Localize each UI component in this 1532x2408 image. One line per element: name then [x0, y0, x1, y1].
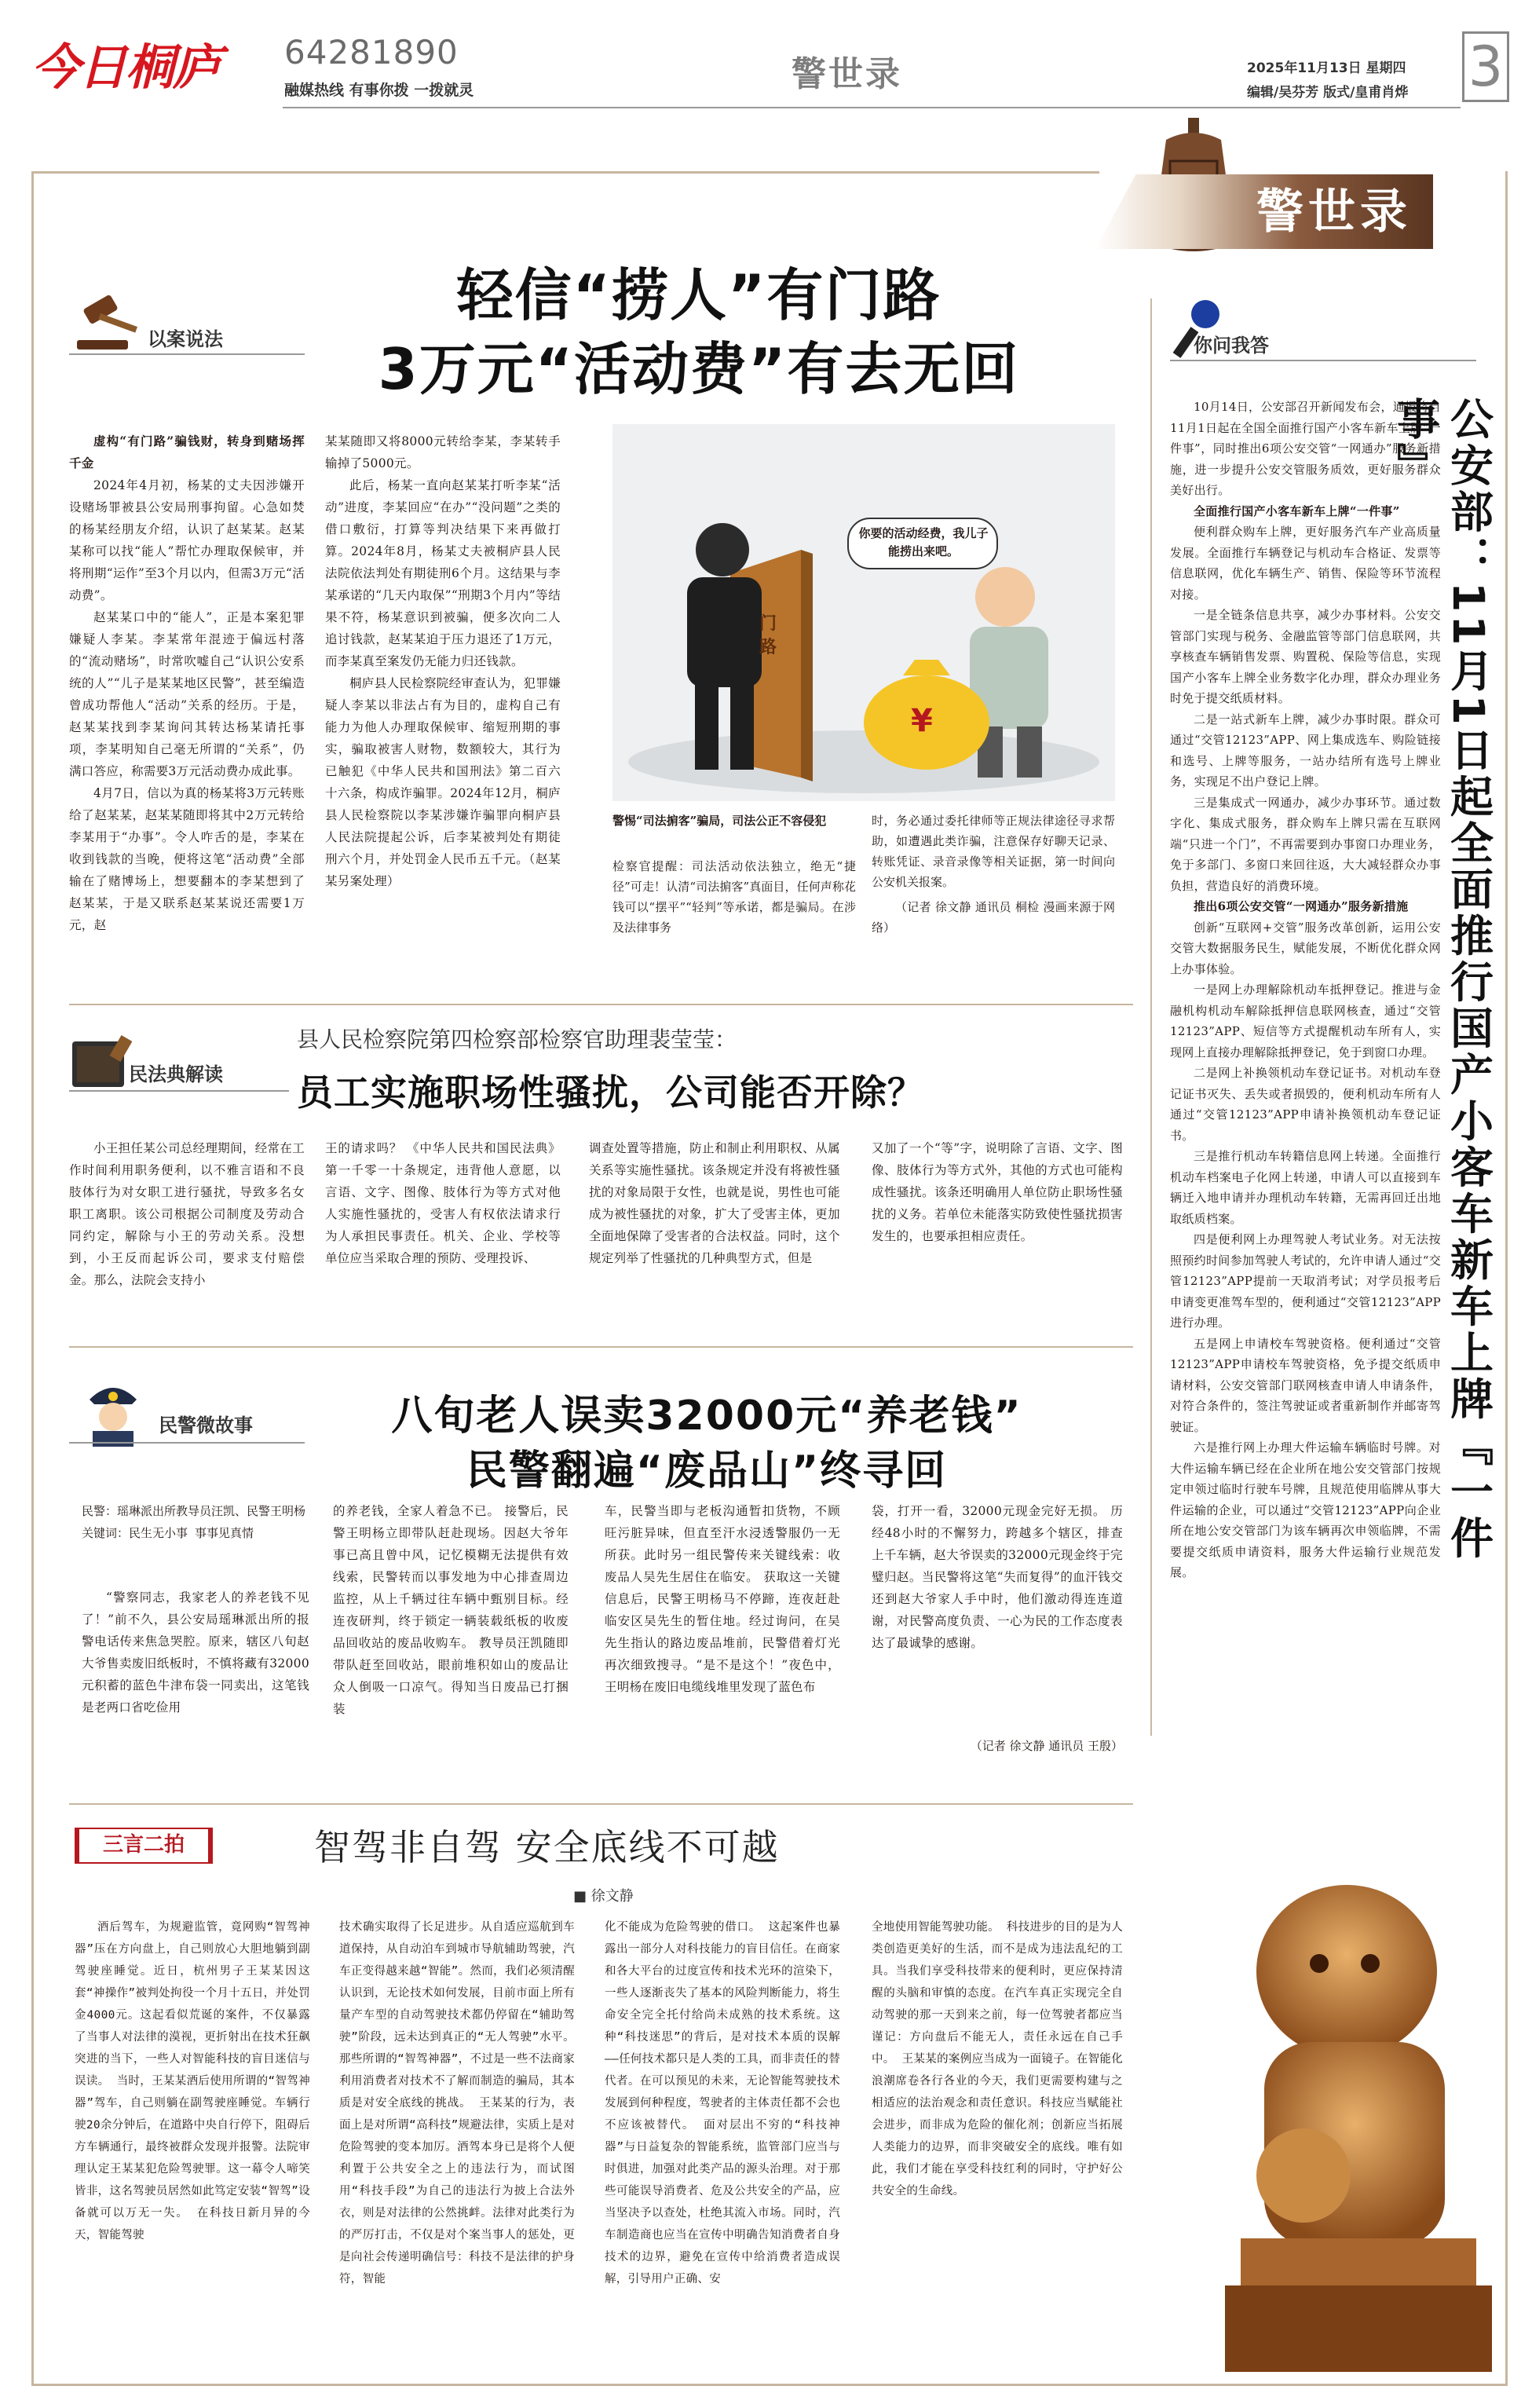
police-byline: （记者 徐文静 通讯员 王殷） — [970, 1739, 1123, 1753]
hotline-number: 64281890 — [284, 33, 459, 71]
opinion-author: ■ 徐文静 — [573, 1888, 634, 1905]
comic-caption-text-2: 时，务必通过委托律师等正规法律途径寻求帮助，如遭遇此类诈骗，注意保存好聊天记录、转账凭证、录音录像等相关证据，第一时间向公安机关报案。 — [872, 814, 1115, 889]
comic-illustration — [612, 424, 1115, 801]
civil-column-1: 小王担任某公司总经理期间，经常在工作时间利用职务便利，以不雅言语和不良肢体行为对女职工进行骚扰，导致多名女职工离职。该公司根据公司制度及劳动合同约定，解除与小王的劳动关系。没想到，小王反而起诉公司，要求支付赔偿金。那么，法院会支持小 — [69, 1141, 305, 1287]
paragraph: 2024年4月初，杨某的丈夫因涉嫌开设赌场罪被县公安局刑事拘留。心急如焚的杨某经朋友介绍，认识了赵某某。赵某某称可以找“能人”帮忙办理取保候审，并将刑期“运作”至3个月以内，但需3万元“活动费”。 — [69, 478, 305, 602]
police-meta-keywords: 关键词：民生无小事 事事见真情 — [82, 1526, 254, 1540]
paragraph: 某某随即又将8000元转给李某，李某转手输掉了5000元。 — [325, 434, 561, 470]
paragraph: 便利群众购车上牌，更好服务汽车产业高质量发展。全面推行车辆登记与机动车合格证、发票等信息联网，优化车辆生产、销售、保险等环节流程对接。 — [1170, 525, 1441, 602]
column-name: 警世录 — [792, 54, 902, 94]
paragraph: 五是网上申请校车驾驶资格。便利通过“交管12123”APP申请校车驾驶资格，免予提交纸质申请材料，公安交管部门联网核查申请人申请条件，对符合条件的，签注驾驶证或者重新制作并邮寄驾驶证。 — [1170, 1336, 1441, 1434]
comic-caption-text: 检察官提醒：司法活动依法独立，绝无“捷径”可走！认清“司法掮客”真面目，任何声称花钱可以“摆平”“轻判”等承诺，都是骗局。在涉及法律事务 — [612, 859, 856, 935]
civil-section-rule — [69, 1004, 1133, 1005]
paragraph: 一是全链条信息共享，减少办事材料。公安交管部门实现与税务、金融监管等部门信息联网，共享核查车辆销售发票、购置税、保险等信息，实现国产小客车上牌全业务数字化办理，群众办理业务时免于提交纸质材料。 — [1170, 608, 1441, 705]
banner-top-line — [31, 171, 1099, 174]
page-number: 3 — [1462, 31, 1509, 102]
tag-underline-qa — [1170, 360, 1476, 361]
opinion-column-3: 化不能成为危险驾驶的借口。 这起案件也暴露出一部分人对科技能力的盲目信任。在商家和各大平台的过度宣传和技术光环的渲染下，一些人逐渐丧失了基本的风险判断能力，将生命安全完全托付给尚未成熟的技术系统。这种“科技迷思”的背后，是对技术本质的误解——任何技术都只是人类的工具，而非责任的替代者。在可以预见的未来，无论智能驾驶技术发展到何种程度，驾驶者的主体责任都不会也不应该被替代。 面对层出不穷的“科技神器”与日益复杂的智能系统，监管部门应当与时俱进，加强对此类产品的源头治理。对于那些可能误导消费者、危及公共安全的产品，应当坚决予以查处，杜绝其流入市场。同时，汽车制造商也应当在宣传中明确告知消费者自身技术的边界，避免在宣传中给消费者造成误解，引导用户正确、安 — [605, 1921, 840, 2285]
paragraph: 创新“互联网+交管”服务改革创新，运用公安交管大数据服务民生，赋能发展，不断优化群众网上办事体验。 — [1170, 920, 1441, 976]
police-officer-icon — [82, 1376, 144, 1447]
qa-body — [1170, 397, 1441, 1956]
qa-vertical-headline: 公安部：11月1日起全面推行国产小客车新车上牌『一件事』 — [1390, 397, 1494, 1562]
law-book-icon — [69, 1035, 132, 1094]
police-meta — [82, 1500, 309, 1544]
paragraph: 六是推行网上办理大件运输车辆临时号牌。对大件运输车辆已经在企业所在地公安交管部门按规定申领过临时行驶车号牌，且规范使用临牌从事大件运输的企业，可以通过“交管12123”APP向企业所在地公安交管部门为该车辆再次申领临牌，不需要提交纸质申请资料，服务大件运输行业规范发展。 — [1170, 1440, 1441, 1579]
paragraph: 4月7日，信以为真的杨某将3万元转账给了赵某某，赵某某随即将其中2万元转给李某用于“办事”。令人咋舌的是，李某在收到钱款的当晚，便将这笔“活动费”全部输在了赌博场上，想要翻本的李某想到了赵某某，于是又联系赵某某说还需要1万元，赵 — [69, 786, 305, 932]
banner-title: 警世录 — [1256, 185, 1412, 240]
subheading: 推出6项公安交管“一网通办”服务新措施 — [1194, 899, 1409, 913]
police-headline-2: 民警翻遍“废品山”终寻回 — [466, 1447, 948, 1495]
paragraph: 二是网上补换领机动车登记证书。对机动车登记证书灭失、丢失或者损毁的，便利机动车所有人通过“交管12123”APP申请补换领机动车登记证书。 — [1170, 1066, 1441, 1143]
opinion-column-4: 全地使用智能驾驶功能。 科技进步的目的是为人类创造更美好的生活，而不是成为违法乱纪的工具。当我们享受科技带来的便利时，更应保持清醒的头脑和审慎的态度。在汽车真正实现完全自动驾驶的那一天到来之前，每一位驾驶者都应当谨记：方向盘后不能无人，责任永远在自己手中。 王某某的案例应当成为一面镜子。在智能化浪潮席卷各行各业的今天，我们更需要构建与之相适应的法治观念和责任意识。科技应当赋能社会进步，而非成为危险的催化剂；创新应当拓展人类能力的边界，而非突破安全的底线。唯有如此，我们才能在享受科技红利的同时，守护好公共安全的生命线。 — [872, 1921, 1123, 2198]
section-tag-police: 民警微故事 — [159, 1414, 253, 1436]
civil-headline: 员工实施职场性骚扰，公司能否开除？ — [297, 1071, 924, 1114]
civil-subtitle: 县人民检察院第四检察部检察官助理裴莹莹： — [297, 1027, 737, 1052]
lion-statue — [1178, 1869, 1492, 2380]
tag-underline-police — [69, 1442, 305, 1444]
opinion-column-1: 酒后驾车，为规避监管，竟网购“智驾神器”压在方向盘上，自己则放心大胆地躺到副驾驶座睡觉。近日，杭州男子王某某因这套“神操作”被判处拘役一个月十五日，并处罚金4000元。这起看似荒诞的案件，不仅暴露了当事人对法律的漠视，更折射出在技术狂飙突进的当下，一些人对智能科技的盲目迷信与误读。 当时，王某某酒后使用所谓的“智驾神器”驾车，自己则躺在副驾驶座睡觉。车辆行驶20余分钟后，在道路中央自行停下，阻碍后方车辆通行，最终被群众发现并报警。法院审理认定王某某犯危险驾驶罪。这一幕令人啼笑皆非，这名驾驶员居然如此笃定安装“智驾”设备就可以万无一失。 在科技日新月异的今天，智能驾驶 — [75, 1921, 310, 2241]
hotline-slogan: 融媒热线 有事你拨 一拨就灵 — [284, 82, 474, 99]
opinion-headline: 智驾非自驾 安全底线不可越 — [314, 1826, 780, 1868]
police-column-4: 袋，打开一看，32000元现金完好无损。 历经48小时的不懈努力，跨越多个辖区，排查上千车辆，赵大爷误卖的32000元现金终于完璧归赵。当民警将这笔“失而复得”的血汗钱交还到赵大爷家人手中时，他们激动得连连道谢，对民警高度负责、一心为民的工作态度表达了最诚挚的感谢。 — [872, 1504, 1123, 1650]
section-tag-qa: 你问我答 — [1194, 335, 1269, 357]
police-headline-1: 八旬老人误卖32000元“养老钱” — [391, 1392, 1022, 1440]
paragraph: 10月14日，公安部召开新闻发布会，通报将自11月1日起在全国全面推行国产小客车新车上牌“一件事”，同时推出6项公安交管“一网通办”服务新措施，进一步提升公安交管服务质效，更好服务群众美好出行。 — [1170, 400, 1441, 497]
paragraph: 四是便利网上办理驾驶人考试业务。对无法按照预约时间参加驾驶人考试的，允许申请人通过“交管12123”APP提前一天取消考试；对学员报考后申请变更准驾车型的，便利通过“交管12123”APP进行办理。 — [1170, 1232, 1441, 1330]
opinion-column-2: 技术确实取得了长足进步。从自适应巡航到车道保持，从自动泊车到城市导航辅助驾驶，汽车正变得越来越“智能”。然而，我们必须清醒认识到，无论技术如何发展，目前市面上所有量产车型的自动驾驶技术都仍停留在“辅助驾驶”阶段，远未达到真正的“无人驾驶”水平。那些所谓的“智驾神器”，不过是一些不法商家利用消费者对技术不了解而制造的骗局，其本质是对安全底线的挑战。 王某某的行为，表面上是对所谓“高科技”规避法律，实质上是对危险驾驶的变本加厉。酒驾本身已是将个人便利置于公共安全之上的违法行为，而试图用“科技手段”为自己的违法行为披上合法外衣，则是对法律的公然挑衅。法律对此类行为的严厉打击，不仅是对个案当事人的惩处，更是向社会传递明确信号：科技不是法律的护身符，智能 — [339, 1921, 575, 2285]
paragraph: 一是网上办理解除机动车抵押登记。推进与金融机构机动车解除抵押信息联网核查，通过“交管12123”APP、短信等方式提醒机动车所有人，实现网上直接办理解除抵押登记，免于到窗口办理。 — [1170, 983, 1441, 1059]
section-tag-opinion: 三言二拍 — [75, 1828, 213, 1864]
case-column-2 — [325, 430, 561, 947]
police-column-2: 的养老钱，全家人着急不已。 接警后，民警王明杨立即带队赶赴现场。因赵大爷年事已高且曾中风，记忆模糊无法提供有效线索，民警转而以事发地为中心排查周边监控，从上千辆过往车辆中甄别目标。经连夜研判，终于锁定一辆装载纸板的收废品回收站的废品收购车。 教导员汪凯随即带队赶至回收站，眼前堆积如山的废品让众人倒吸一口凉气。得知当日废品已打捆装 — [333, 1504, 569, 1716]
section-tag-civil: 民法典解读 — [129, 1063, 223, 1085]
police-meta-officers: 民警：瑶琳派出所教导员汪凯、民警王明杨 — [82, 1504, 306, 1518]
masthead — [0, 0, 1532, 110]
civil-column-3: 调查处置等措施，防止和制止利用职权、从属关系等实施性骚扰。该条规定并没有将被性骚扰的对象局限于女性，也就是说，男性也可能成为被性骚扰的对象，扩大了受害主体，更加全面地保障了受害者的合法权益。同时，这个规定列举了性骚扰的几种典型方式，但是 — [589, 1141, 840, 1265]
gavel-icon — [69, 295, 148, 353]
civil-column-4: 又加了一个“等”字，说明除了言语、文字、图像、肢体行为等方式外，其他的方式也可能构成性骚扰。该条还明确用人单位防止职场性骚扰的义务。若单位未能落实防致使性骚扰损害发生的，也要承担相应责任。 — [872, 1141, 1123, 1243]
section-tag-case: 以案说法 — [148, 328, 223, 350]
subheading: 全面推行国产小客车新车上牌“一件事” — [1194, 503, 1400, 518]
civil-column-2: 王的请求吗？ 《中华人民共和国民法典》第一千零一十条规定，违背他人意愿，以言语、文字、图像、肢体行为等方式对他人实施性骚扰的，受害人有权依法请求行为人承担民事责任。机关、企业、学校等单位应当采取合理的预防、受理投诉、 — [325, 1141, 561, 1265]
paragraph: 三是推行机动车转籍信息网上转递。全面推行机动车档案电子化网上转递，申请人可以直接到车辆迁入地申请并办理机动车转籍，无需再回迁出地取纸质档案。 — [1170, 1149, 1441, 1226]
opinion-section-rule — [69, 1803, 1133, 1805]
paragraph: 桐庐县人民检察院经审查认为，犯罪嫌疑人李某以非法占有为目的，虚构自己有能力为他人办理取保候审、缩短刑期的事实，骗取被害人财物，数额较大，其行为已触犯《中华人民共和国刑法》第二百六十六条，构成诈骗罪。2024年12月，桐庐县人民检察院以李某涉嫌诈骗罪向桐庐县人民法院提起公诉，后李某被判处有期徒刑六个月，并处罚金人民币五千元。（赵某某另案处理） — [325, 676, 561, 888]
police-section-rule — [69, 1346, 1133, 1348]
editors: 编辑/吴芬芳 版式/皇甫肖烨 — [1247, 85, 1409, 101]
police-column-3: 车，民警当即与老板沟通暂扣货物，不顾旺污脏异味，但直至汗水浸透警服仍一无所获。此时另一组民警传来关键线索：收废品人吴先生居住在临安。 获取这一关键信息后，民警王明杨马不停蹄，连夜赶赴临安区吴先生的暂住地。经过询问，在吴先生指认的路边废品堆前，民警借着灯光再次细致搜寻。“是不是这个！”夜色中，王明杨在废旧电缆线堆里发现了蓝色布 — [605, 1504, 840, 1694]
masthead-divider — [283, 107, 1461, 108]
paragraph: 二是一站式新车上牌，减少办事时限。群众可通过“交管12123”APP、网上集成选车、购险链接和选号、上牌等服务，一站办结所有选号上牌业务，实现足不出户登记上牌。 — [1170, 712, 1441, 789]
sidebar-divider — [1150, 298, 1152, 1736]
case-headline-2: 3万元“活动费”有去无回 — [378, 336, 1020, 402]
paragraph: 赵某某口中的“能人”，正是本案犯罪嫌疑人李某。李某常年混迹于偏远村落的“流动赌场”，时常吹嘘自己“认识公安系统的人”“儿子是某某地区民警”，甚至编造曾成功帮他人“活动”关系的经历。于是，赵某某找到李某询问其转达杨某请托事项，李某明知自己毫无所谓的“关系”，仍满口答应，称需要3万元活动费办成此事。 — [69, 610, 305, 778]
issue-date: 2025年11月13日 星期四 — [1247, 60, 1406, 76]
police-column-1: “警察同志，我家老人的养老钱不见了！”前不久，县公安局瑶琳派出所的报警电话传来焦急哭腔。原来，辖区八旬赵大爷售卖废旧纸板时，不慎将藏有32000元积蓄的蓝色牛津布袋一同卖出，这笔钱是老两口省吃俭用 — [82, 1590, 309, 1715]
comic-money-symbol: ¥ — [911, 703, 933, 739]
comic-door-label: 门路 — [759, 614, 777, 657]
paragraph: 此后，杨某一直向赵某某打听李某“活动”进度，李某回应“在办”“没问题”之类的借口敷衍，打算等判决结果下来再做打算。2024年8月，杨某丈夫被桐庐县人民法院依法判处有期徒刑6个月。这结果与李某承诺的“几天内取保”“刑期3个月内”等结果不符，杨某意识到被骗，便多次向二人追讨钱款，赵某某迫于压力退还了1万元，而李某真至案发仍无能力归还钱款。 — [325, 478, 561, 668]
subheading: 虚构“有门路”骗钱财，转身到赌场挥千金 — [69, 434, 305, 470]
case-byline: （记者 徐文静 通讯员 桐检 漫画来源于网络） — [872, 900, 1115, 935]
paragraph: 三是集成式一网通办，减少办事环节。通过数字化、集成式服务，群众购车上牌只需在互联网端“只进一个门”，不再需要到办事窗口办理业务，免于多部门、多窗口来回往返，大大减轻群众办事负担，营造良好的消费环境。 — [1170, 795, 1441, 893]
case-column-1 — [69, 430, 305, 947]
tag-underline-civil — [69, 1090, 289, 1092]
logo[interactable]: 今日桐庐 — [31, 38, 221, 96]
comic-speech-bubble: 你要的活动经费，我儿子能捞出来吧。 — [858, 526, 989, 558]
comic-caption-title: 警惕“司法掮客”骗局，司法公正不容侵犯 — [612, 814, 827, 828]
case-headline-1: 轻信“捞人”有门路 — [456, 262, 942, 328]
